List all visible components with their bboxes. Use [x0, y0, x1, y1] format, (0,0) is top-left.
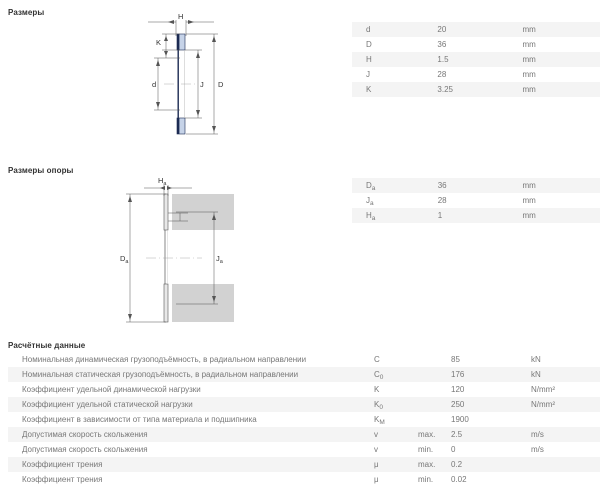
- cell-symbol: J: [366, 70, 370, 79]
- cell-unit: mm: [523, 82, 600, 97]
- table-row: [352, 37, 600, 52]
- cell-symbol: v: [374, 445, 378, 454]
- table-row: [352, 82, 600, 97]
- cell-value: 36: [437, 40, 447, 49]
- cell-symbol: d: [352, 22, 437, 37]
- table-row: [352, 22, 600, 37]
- support-washer-lower: [164, 284, 168, 322]
- dim-label-D: D: [218, 80, 224, 89]
- cell-unit: kN: [531, 355, 541, 364]
- cell-symbol: $J_a$: [366, 196, 374, 207]
- section-title-support: Размеры опоры: [8, 166, 74, 175]
- table-row: [352, 67, 600, 82]
- cell-symbol: $K_M$: [374, 415, 385, 426]
- table-row: [352, 208, 600, 223]
- cell-value: 3.25: [437, 82, 522, 97]
- cell-unit: mm: [522, 178, 600, 193]
- cell-symbol: K: [374, 385, 380, 394]
- cell-symbol: μ: [374, 475, 379, 484]
- table-row: [8, 472, 600, 487]
- dim-label-K: K: [156, 38, 162, 47]
- cell-unit: mm: [523, 22, 600, 37]
- cell-unit: m/s: [531, 427, 600, 442]
- cell-symbol: $H_a$: [352, 208, 438, 223]
- dim-label-Da: $D_a$: [120, 254, 129, 265]
- cell-unit: m/s: [531, 445, 544, 454]
- cell-value: 120: [451, 385, 465, 394]
- cell-limit: min.: [418, 445, 434, 454]
- cell-unit: kN: [531, 367, 600, 382]
- support-drawing: [110, 172, 240, 332]
- cell-value: 0.2: [451, 457, 531, 472]
- cell-value: 28: [437, 196, 447, 205]
- support-washer-upper: [164, 194, 168, 230]
- cell-description: Коэффициент удельной динамической нагрузки: [22, 385, 201, 394]
- cell-value: 250: [451, 397, 531, 412]
- dim-label-d: d: [152, 80, 157, 89]
- dimensions-table: [352, 22, 600, 97]
- cell-description: Коэффициент трения: [8, 457, 374, 472]
- cell-unit: [531, 457, 600, 472]
- cell-limit: min.: [418, 475, 434, 484]
- cell-symbol: H: [352, 52, 437, 67]
- dim-label-Ja: $J_a$: [216, 254, 223, 265]
- section-title-dimensions: Размеры: [8, 8, 45, 17]
- cell-value: 36: [438, 178, 523, 193]
- calculation-data-table: [8, 352, 600, 487]
- cell-unit: mm: [522, 70, 536, 79]
- dim-label-J: J: [200, 80, 204, 89]
- cell-description: Номинальная статическая грузоподъёмность, в радиальном направлении: [8, 367, 374, 382]
- cell-limit: [418, 397, 451, 412]
- cell-description: Номинальная динамическая грузоподъёмность, в радиальном направлении: [22, 355, 307, 364]
- cell-value: 176: [451, 367, 531, 382]
- cell-description: Коэффициент удельной статической нагрузки: [8, 397, 374, 412]
- cell-value: 28: [437, 70, 447, 79]
- table-row: [8, 457, 600, 472]
- cell-value: 1900: [451, 415, 469, 424]
- table-row: [352, 178, 600, 193]
- housing-block-lower: [172, 284, 234, 322]
- cell-description: Коэффициент в зависимости от типа материала и подшипника: [22, 415, 257, 424]
- cell-limit: [418, 352, 451, 367]
- cell-unit: mm: [522, 196, 536, 205]
- cell-limit: [418, 382, 451, 397]
- table-row: [352, 52, 600, 67]
- cell-limit: max.: [418, 457, 451, 472]
- cell-symbol: D: [366, 40, 372, 49]
- cell-value: 0.02: [451, 475, 467, 484]
- cell-symbol: $D_a$: [352, 178, 438, 193]
- table-row: [8, 442, 600, 457]
- cell-limit: [418, 412, 451, 427]
- cell-description: Допустимая скорость скольжения: [8, 427, 374, 442]
- cell-symbol: v: [374, 427, 418, 442]
- cell-unit: [531, 412, 600, 427]
- cell-value: 20: [437, 22, 522, 37]
- cell-unit: mm: [522, 40, 536, 49]
- dimensions-drawing: [130, 14, 240, 154]
- cell-unit: [531, 472, 600, 487]
- cell-value: 1: [438, 208, 523, 223]
- cell-symbol: $C_0$: [374, 367, 418, 382]
- cell-symbol: K: [352, 82, 437, 97]
- table-row: [8, 397, 600, 412]
- table-row: [8, 412, 600, 427]
- cell-symbol: $K_0$: [374, 397, 418, 412]
- cell-value: 2.5: [451, 427, 531, 442]
- cell-value: 85: [451, 355, 460, 364]
- cell-value: 0: [451, 445, 456, 454]
- table-row: [8, 427, 600, 442]
- cell-value: 1.5: [437, 52, 522, 67]
- dim-label-H: H: [178, 14, 184, 21]
- cell-unit: mm: [522, 208, 600, 223]
- cell-limit: [418, 367, 451, 382]
- cell-symbol: μ: [374, 457, 418, 472]
- table-row: [8, 352, 600, 367]
- section-title-calc: Расчётные данные: [8, 341, 86, 350]
- cell-symbol: C: [374, 355, 380, 364]
- cell-unit: N/mm²: [531, 397, 600, 412]
- table-row: [352, 193, 600, 208]
- table-row: [8, 382, 600, 397]
- dim-label-Ha: $H_a$: [158, 176, 167, 187]
- cell-limit: max.: [418, 427, 451, 442]
- table-row: [8, 367, 600, 382]
- cell-unit: mm: [523, 52, 600, 67]
- cell-description: Допустимая скорость скольжения: [22, 445, 148, 454]
- cell-unit: N/mm²: [531, 385, 555, 394]
- cell-description: Коэффициент трения: [22, 475, 103, 484]
- support-table: [352, 178, 600, 223]
